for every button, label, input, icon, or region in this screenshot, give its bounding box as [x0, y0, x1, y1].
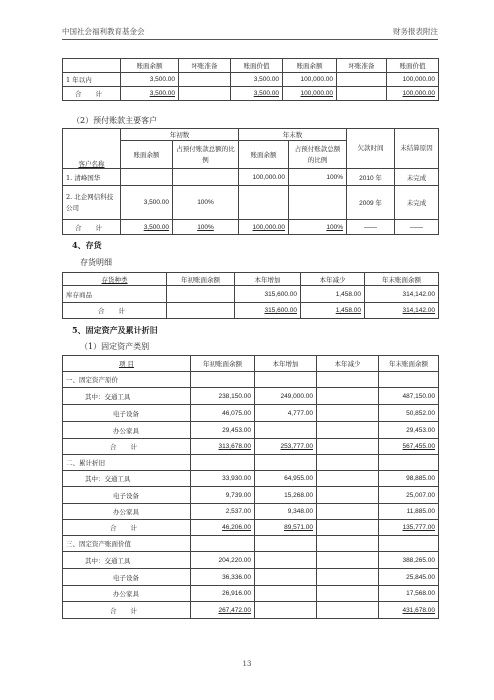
row-label: 办公家具	[63, 504, 191, 520]
total-label: 合 计	[63, 87, 121, 101]
cell: 314,142.00	[365, 286, 439, 303]
cell	[337, 73, 387, 87]
cell	[121, 169, 173, 186]
table-row	[63, 220, 439, 235]
cell: 11,885.00	[406, 508, 435, 515]
cell: 249,000.00	[280, 392, 313, 400]
cell	[167, 303, 235, 319]
col-header: 年末账面余额	[365, 273, 439, 286]
table-row	[63, 286, 439, 303]
row-label: 其中：交通工具	[63, 552, 191, 569]
cell: 3,500.00	[231, 73, 283, 87]
table-row	[63, 422, 439, 439]
cell	[179, 73, 231, 87]
cell: 238,150.00	[218, 392, 251, 400]
cell: 487,150.00	[402, 392, 435, 400]
row-label: 其中：交通工具	[63, 388, 191, 405]
cell: 204,220.00	[218, 556, 251, 564]
cell: 567,455.00	[402, 443, 435, 450]
cell	[179, 87, 231, 101]
section-inventory-subtitle: 存货明细	[80, 258, 112, 267]
table-row	[63, 73, 439, 87]
total-label: 合 计	[63, 220, 121, 235]
cell: 未完成	[395, 186, 439, 220]
table-row	[63, 439, 439, 455]
cell: 36,336.00	[222, 573, 251, 581]
col-header: 项 目	[63, 356, 191, 372]
table-row	[63, 586, 439, 602]
cell: 3,500.00	[253, 90, 279, 97]
cell: 100,000.00	[239, 169, 289, 186]
cell: 100,000.00	[402, 90, 435, 97]
col-header: 本年增加	[235, 273, 301, 286]
col-header: 坏账准备	[179, 59, 231, 73]
cell: 64,955.00	[284, 475, 313, 482]
cell	[337, 87, 387, 101]
cell: 253,777.00	[280, 443, 313, 450]
header-org-name: 中国社会福利教育基金会	[62, 27, 145, 36]
table-row	[63, 471, 439, 487]
table-row	[63, 87, 439, 101]
table-row	[63, 455, 439, 471]
col-header: 年初账面余额	[167, 273, 235, 286]
cell: 3,500.00	[121, 73, 179, 87]
fixed-assets-body	[63, 372, 439, 619]
cell: 315,600.00	[264, 307, 297, 314]
cell: 17,568.00	[406, 590, 435, 597]
page-number: 13	[242, 660, 252, 668]
row-label: 其中：交通工具	[63, 471, 191, 487]
col-header: 账面价值	[231, 59, 283, 73]
customer-name: 1. 清峰国华	[63, 169, 121, 186]
header-doc-title: 财务报表附注	[393, 27, 438, 36]
cell: 100%	[289, 169, 347, 186]
col-header: 本年减少	[317, 356, 379, 372]
cell: 100,000.00	[283, 73, 337, 87]
cell: 267,472.00	[218, 606, 251, 614]
table-row	[63, 569, 439, 586]
col-header: 账面余额	[283, 59, 337, 73]
cell: 431,678.00	[402, 606, 435, 614]
cell: 313,678.00	[218, 443, 251, 450]
cell: 9,348.00	[287, 508, 313, 515]
cell: 46,206.00	[222, 524, 251, 531]
aging-header-blank	[63, 59, 121, 73]
col-header: 账面余额	[121, 59, 179, 73]
cell: ——	[395, 220, 439, 235]
cell: 4,777.00	[287, 409, 313, 417]
cell: 未完成	[395, 169, 439, 186]
table-row	[63, 536, 439, 552]
cell: 3,500.00	[143, 223, 169, 231]
cell: 100,000.00	[300, 90, 333, 97]
inventory-table	[62, 272, 439, 319]
cell: 25,845.00	[406, 573, 435, 581]
col-header: 本年减少	[301, 273, 365, 286]
cell: 29,453.00	[406, 426, 435, 434]
table-row	[63, 520, 439, 536]
cell: ——	[347, 220, 395, 235]
header-rule	[62, 39, 438, 40]
section-label: 二、累计折旧	[63, 455, 191, 471]
col-header: 年初账面余额	[191, 356, 255, 372]
cell: 1,458.00	[335, 307, 361, 314]
table-row	[63, 504, 439, 520]
col-header-begin: 年初数	[121, 129, 239, 141]
section-inventory-title: 4、存货	[72, 240, 102, 250]
cell: 89,571.00	[284, 524, 313, 531]
prepaid-customers-table	[62, 128, 439, 235]
col-header: 账面余额	[121, 141, 173, 169]
section-label: 三、固定资产账面价值	[63, 536, 191, 552]
row-label: 电子设备	[63, 405, 191, 422]
row-label: 1 年以内	[63, 73, 121, 87]
cell	[289, 186, 347, 220]
col-header: 存货种类	[63, 273, 167, 286]
cell: 3,500.00	[121, 186, 173, 220]
cell: 25,007.00	[406, 491, 435, 499]
cell: 2010 年	[347, 169, 395, 186]
section-fixed-assets-subtitle: （1）固定资产类别	[80, 342, 150, 351]
cell: 135,777.00	[402, 524, 435, 531]
table-row	[63, 487, 439, 504]
cell: 9,739.00	[225, 491, 251, 499]
cell: 3,500.00	[149, 90, 175, 97]
cell: 98,885.00	[406, 475, 435, 482]
cell: 2009 年	[347, 186, 395, 220]
col-header: 账面余额	[239, 141, 289, 169]
col-header: 年末账面余额	[379, 356, 439, 372]
cell	[167, 286, 235, 303]
col-header: 占预付账款总额的比例	[173, 141, 239, 169]
cell: 46,075.00	[222, 409, 251, 417]
table-row	[63, 372, 439, 388]
table-row	[63, 303, 439, 319]
row-label: 办公家具	[63, 422, 191, 439]
cell: 1,458.00	[301, 286, 365, 303]
table-row	[63, 602, 439, 619]
cell: 26,916.00	[222, 590, 251, 597]
cell: 100,000.00	[387, 73, 439, 87]
table-row	[63, 186, 439, 220]
col-header: 账面价值	[387, 59, 439, 73]
cell	[239, 186, 289, 220]
cell: 314,142.00	[402, 307, 435, 314]
col-header-unsettled: 未结算原因	[395, 129, 439, 169]
total-label: 合 计	[63, 303, 167, 319]
col-header: 本年增加	[255, 356, 317, 372]
cell: 388,265.00	[402, 556, 435, 564]
cell: 33,930.00	[222, 475, 251, 482]
col-header-customer: 客户名称	[63, 129, 121, 169]
col-header-end: 年末数	[239, 129, 347, 141]
cell: 100,000.00	[252, 223, 285, 231]
row-label: 电子设备	[63, 569, 191, 586]
table-row	[63, 405, 439, 422]
total-label: 合 计	[63, 439, 191, 455]
row-label: 办公家具	[63, 586, 191, 602]
col-header: 占预付账款总额的比例	[289, 141, 347, 169]
section-prepaid-title: （2）预付账款主要客户	[72, 116, 158, 125]
cell: 15,268.00	[284, 491, 313, 499]
cell: 100%	[197, 223, 214, 231]
cell: 29,453.00	[222, 426, 251, 434]
row-label: 库存商品	[63, 286, 167, 303]
customer-name: 2. 北企网信科技公司	[63, 186, 121, 220]
cell: 2,537.00	[225, 508, 251, 515]
total-label: 合 计	[63, 602, 191, 619]
receivable-aging-table	[62, 58, 439, 101]
cell: 50,852.00	[406, 409, 435, 417]
table-row	[63, 552, 439, 569]
col-header: 坏账准备	[337, 59, 387, 73]
cell: 315,600.00	[235, 286, 301, 303]
cell	[173, 169, 239, 186]
cell: 100%	[326, 223, 343, 231]
total-label: 合 计	[63, 520, 191, 536]
table-row	[63, 388, 439, 405]
row-label: 电子设备	[63, 487, 191, 504]
cell: 100%	[173, 186, 239, 220]
table-row	[63, 169, 439, 186]
fixed-assets-table	[62, 355, 439, 619]
col-header-time: 欠款时间	[347, 129, 395, 169]
section-fixed-assets-title: 5、固定资产及累计折旧	[72, 325, 158, 335]
section-label: 一、固定资产原价	[63, 372, 191, 388]
